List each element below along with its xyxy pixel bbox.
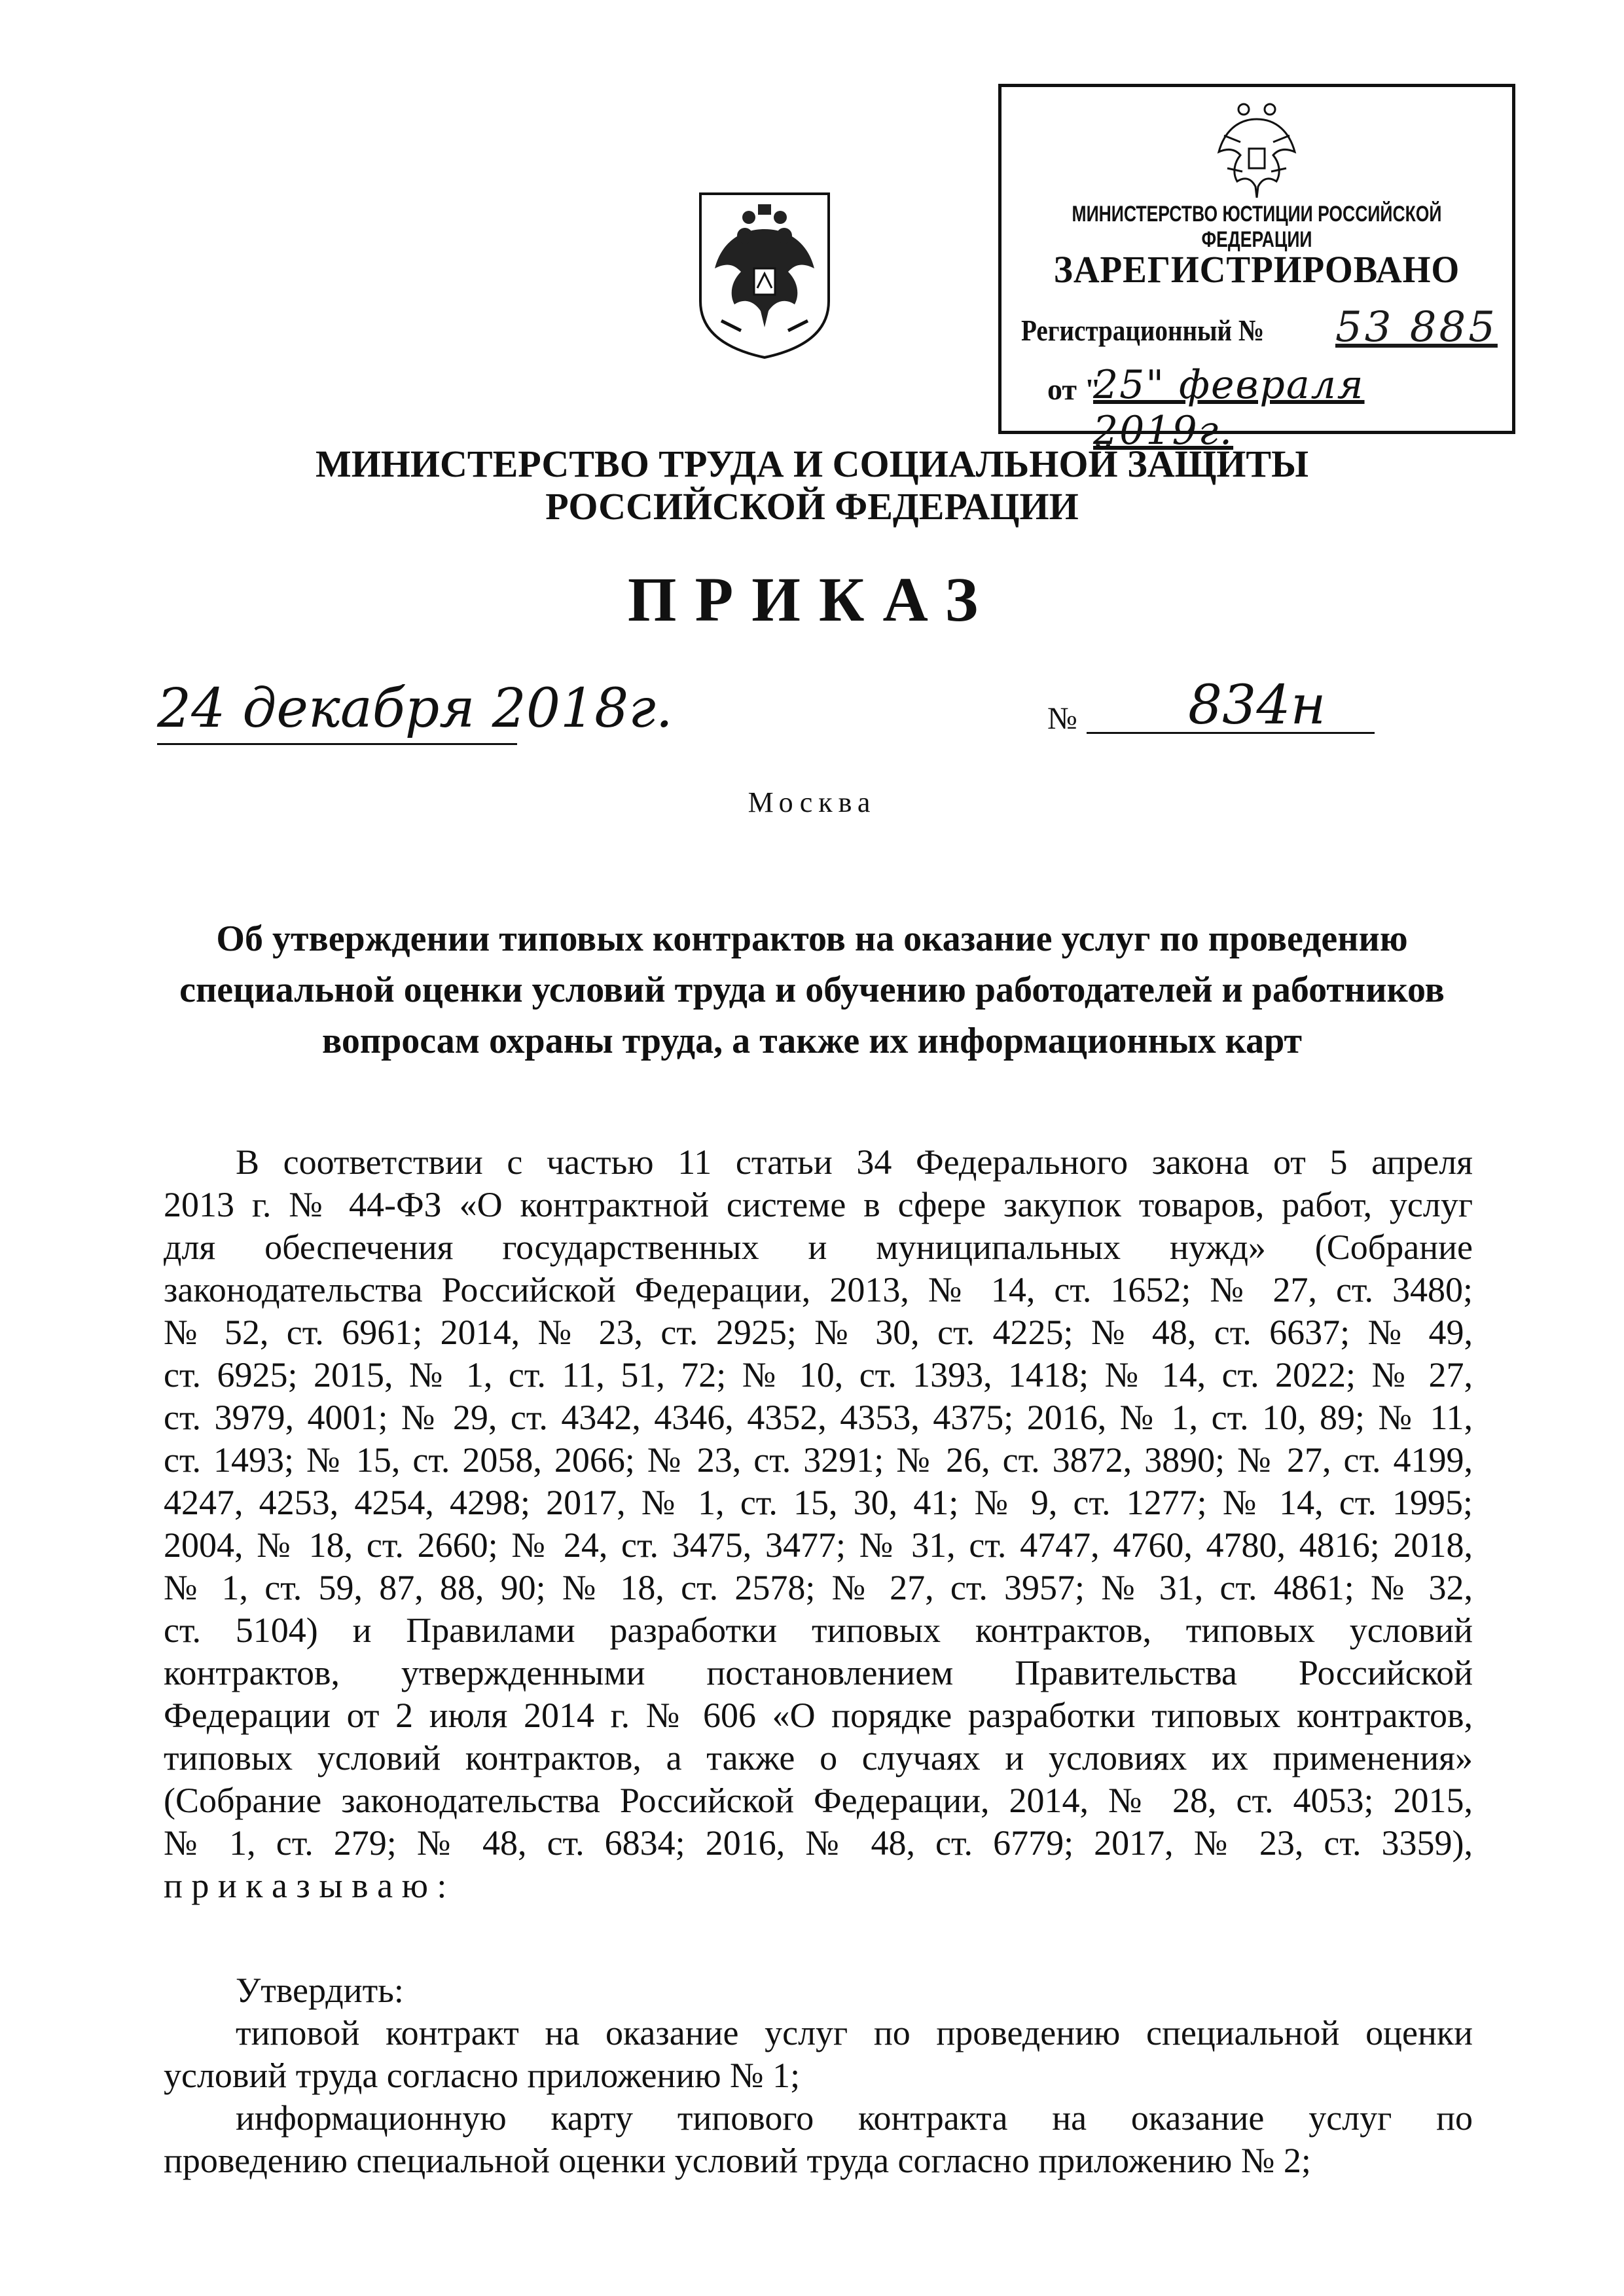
body-line: № 1, ст. 59, 87, 88, 90; № 18, ст. 2578; № 27, ст. 3957; № 31, ст. 4861; № 32, [164, 1568, 1473, 1607]
stamp-date-label: от " [1047, 373, 1102, 406]
stamp-emblem-icon [1211, 96, 1303, 201]
body-line: 2004, № 18, ст. 2660; № 24, ст. 3475, 3477; № 31, ст. 4747, 4760, 4780, 4816; 2018, [164, 1525, 1473, 1565]
body-line: Федерации от 2 июля 2014 г. № 606 «О порядке разработки типовых контрактов, [164, 1696, 1473, 1735]
city: Москва [748, 786, 876, 818]
body-line: 4247, 4253, 4254, 4298; 2017, № 1, ст. 15, 30, 41; № 9, ст. 1277; № 14, ст. 1995; [164, 1483, 1473, 1522]
body-line: В соответствии с частью 11 статьи 34 Федерального закона от 5 апреля [236, 1142, 1473, 1182]
date-underline [157, 743, 517, 745]
order-subject [0, 913, 1624, 1066]
stamp-regnum-value: 53 885 [1335, 303, 1498, 352]
approve-label: Утвердить: [236, 1971, 404, 2010]
body-line: № 52, ст. 6961; 2014, № 23, ст. 2925; № 30, ст. 4225; № 48, ст. 6637; № 49, [164, 1313, 1473, 1352]
body-line: для обеспечения государственных и муниципальных нужд» (Собрание [164, 1228, 1473, 1267]
approve-item1-line2: условий труда согласно приложению № 1; [164, 2056, 801, 2095]
stamp-regnum-label: Регистрационный № [1021, 314, 1265, 347]
stamp-ministry-name: МИНИСТЕРСТВО ЮСТИЦИИ РОССИЙСКОЙ ФЕДЕРАЦИИ [1072, 202, 1442, 252]
document-title: ПРИКАЗ [627, 564, 997, 634]
order-date: 24 декабря 2018г. [157, 678, 673, 740]
number-sign: № [1047, 701, 1077, 736]
order-number: 834н [1188, 674, 1326, 737]
body-line: п р и к а з ы в а ю : [164, 1866, 447, 1905]
body-line: контрактов, утвержденными постановлением Правительства Российской [164, 1653, 1473, 1692]
body-line: ст. 1493; № 15, ст. 2058, 2066; № 23, ст. 3291; № 26, ст. 3872, 3890; № 27, ст. 4199, [164, 1440, 1473, 1480]
registration-stamp [998, 84, 1515, 454]
approve-item2-line2: проведению специальной оценки условий труда согласно приложению № 2; [164, 2141, 1311, 2180]
ministry-name-line1: МИНИСТЕРСТВО ТРУДА И СОЦИАЛЬНОЙ ЗАЩИТЫ [315, 443, 1309, 485]
body-line: № 1, ст. 279; № 48, ст. 6834; 2016, № 48, ст. 6779; 2017, № 23, ст. 3359), [164, 1823, 1473, 1863]
body-line: ст. 5104) и Правилами разработки типовых контрактов, типовых условий [164, 1611, 1473, 1650]
stamp-date-value: 25" февраля 2019г. [1093, 362, 1365, 454]
body-line: ст. 3979, 4001; № 29, ст. 4342, 4346, 4352, 4353, 4375; 2016, № 1, ст. 10, 89; № 11, [164, 1398, 1473, 1437]
body-line: (Собрание законодательства Российской Федерации, 2014, № 28, ст. 4053; 2015, [164, 1781, 1473, 1820]
approve-item2-line1: информационную карту типового контракта на оказание услуг по [236, 2098, 1473, 2138]
body-line: законодательства Российской Федерации, 2013, № 14, ст. 1652; № 27, ст. 3480; [164, 1270, 1473, 1309]
body-line: 2013 г. № 44-ФЗ «О контрактной системе в сфере закупок товаров, работ, услуг [164, 1185, 1473, 1224]
ministry-name-line2: РОССИЙСКОЙ ФЕДЕРАЦИИ [545, 485, 1079, 528]
approve-item1-line1: типовой контракт на оказание услуг по проведению специальной оценки [236, 2013, 1473, 2052]
stamp-registered-label: ЗАРЕГИСТРИРОВАНО [1053, 248, 1460, 291]
subject-line: вопросам охраны труда, а также их информационных карт [322, 1021, 1302, 1061]
subject-line: специальной оценки условий труда и обучению работодателей и работников [179, 970, 1445, 1010]
body-line: типовых условий контрактов, а также о случаях и условиях их применения» [164, 1738, 1473, 1777]
subject-line: Об утверждении типовых контрактов на оказание услуг по проведению [216, 919, 1408, 959]
body-line: ст. 6925; 2015, № 1, ст. 11, 51, 72; № 10, ст. 1393, 1418; № 14, ст. 2022; № 27, [164, 1355, 1473, 1394]
coat-of-arms-emblem [695, 190, 834, 360]
